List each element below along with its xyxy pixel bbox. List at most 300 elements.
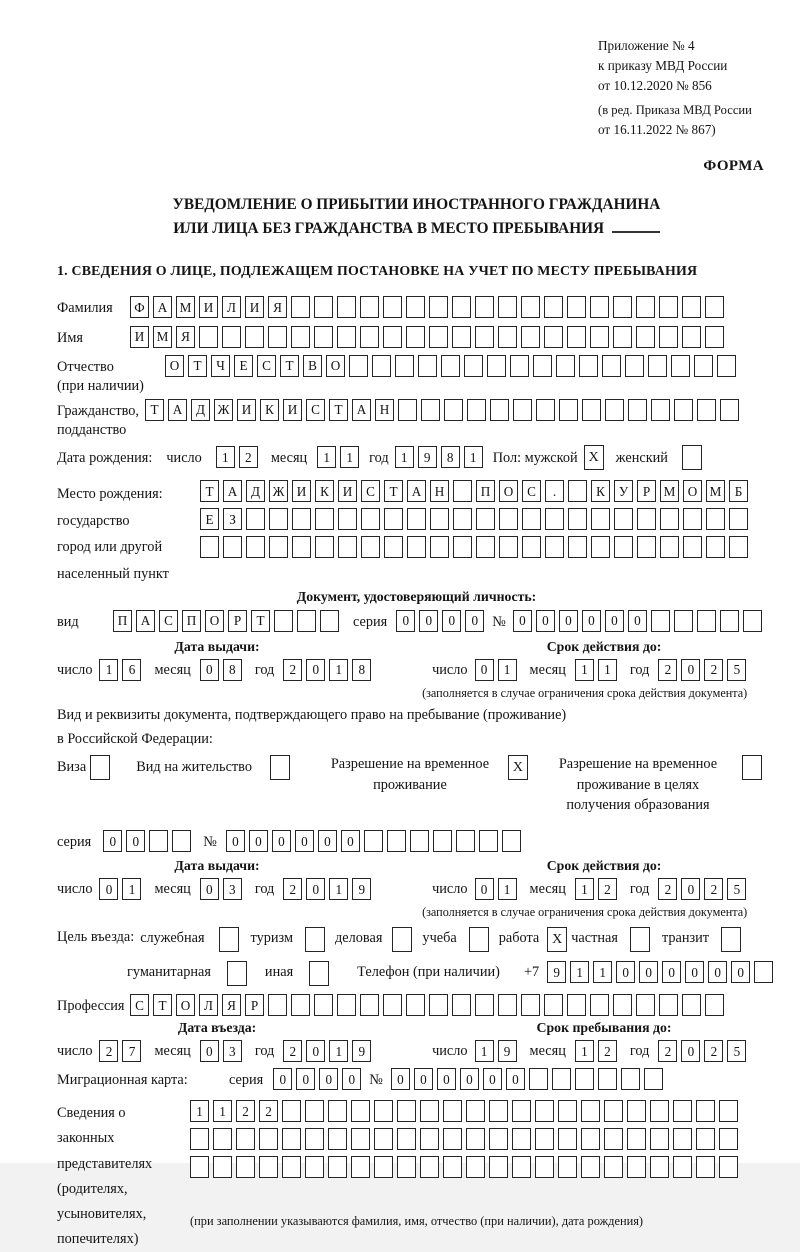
char-box[interactable] — [706, 508, 725, 530]
char-box[interactable] — [660, 536, 679, 558]
char-box[interactable] — [512, 1100, 531, 1122]
char-box[interactable]: 0 — [396, 610, 415, 632]
char-box[interactable] — [650, 1100, 669, 1122]
char-box[interactable]: 3 — [223, 878, 242, 900]
char-box[interactable] — [320, 610, 339, 632]
purpose-business-checkbox[interactable] — [392, 927, 412, 952]
char-box[interactable] — [568, 536, 587, 558]
char-box[interactable]: Т — [384, 480, 403, 502]
char-box[interactable]: И — [283, 399, 302, 421]
char-box[interactable] — [282, 1128, 301, 1150]
char-box[interactable] — [314, 994, 333, 1016]
char-box[interactable]: 0 — [685, 961, 704, 983]
char-box[interactable] — [315, 508, 334, 530]
char-box[interactable]: 1 — [216, 446, 235, 468]
char-box[interactable]: 9 — [547, 961, 566, 983]
char-box[interactable]: К — [591, 480, 610, 502]
char-box[interactable]: 3 — [223, 1040, 242, 1062]
char-box[interactable] — [268, 326, 287, 348]
char-box[interactable]: Т — [153, 994, 172, 1016]
char-box[interactable] — [637, 508, 656, 530]
char-box[interactable] — [694, 355, 713, 377]
char-box[interactable]: 2 — [283, 1040, 302, 1062]
char-box[interactable]: 1 — [213, 1100, 232, 1122]
char-box[interactable] — [430, 508, 449, 530]
char-box[interactable]: 0 — [731, 961, 750, 983]
char-box[interactable] — [337, 994, 356, 1016]
char-box[interactable] — [383, 296, 402, 318]
char-box[interactable] — [659, 326, 678, 348]
char-box[interactable] — [743, 610, 762, 632]
char-box[interactable] — [384, 536, 403, 558]
char-box[interactable]: М — [176, 296, 195, 318]
char-box[interactable] — [544, 326, 563, 348]
char-box[interactable]: 1 — [99, 659, 118, 681]
char-box[interactable] — [305, 1156, 324, 1178]
char-box[interactable] — [605, 399, 624, 421]
purpose-transit-checkbox[interactable] — [721, 927, 741, 952]
char-box[interactable] — [466, 1128, 485, 1150]
char-box[interactable] — [452, 326, 471, 348]
char-box[interactable]: 0 — [391, 1068, 410, 1090]
char-box[interactable] — [627, 1100, 646, 1122]
char-box[interactable] — [602, 355, 621, 377]
char-box[interactable] — [627, 1156, 646, 1178]
char-box[interactable]: 2 — [658, 1040, 677, 1062]
char-box[interactable]: С — [522, 480, 541, 502]
char-box[interactable] — [305, 1100, 324, 1122]
char-box[interactable] — [433, 830, 452, 852]
char-box[interactable] — [591, 508, 610, 530]
char-box[interactable]: М — [706, 480, 725, 502]
char-box[interactable]: 5 — [727, 1040, 746, 1062]
char-box[interactable]: 2 — [704, 659, 723, 681]
char-box[interactable]: Р — [228, 610, 247, 632]
char-box[interactable]: А — [168, 399, 187, 421]
char-box[interactable]: 0 — [272, 830, 291, 852]
char-box[interactable] — [522, 536, 541, 558]
char-box[interactable]: 2 — [704, 1040, 723, 1062]
char-box[interactable]: О — [326, 355, 345, 377]
char-box[interactable] — [268, 994, 287, 1016]
char-box[interactable] — [568, 480, 587, 502]
char-box[interactable]: И — [292, 480, 311, 502]
char-box[interactable]: 2 — [283, 878, 302, 900]
char-box[interactable] — [581, 1128, 600, 1150]
char-box[interactable] — [628, 399, 647, 421]
char-box[interactable] — [383, 994, 402, 1016]
char-box[interactable] — [581, 1156, 600, 1178]
visa-checkbox[interactable] — [90, 755, 110, 780]
char-box[interactable] — [512, 1156, 531, 1178]
char-box[interactable]: 9 — [418, 446, 437, 468]
char-box[interactable] — [245, 326, 264, 348]
char-box[interactable] — [420, 1100, 439, 1122]
char-box[interactable] — [172, 830, 191, 852]
char-box[interactable] — [636, 994, 655, 1016]
char-box[interactable]: Т — [145, 399, 164, 421]
char-box[interactable] — [384, 508, 403, 530]
char-box[interactable]: Е — [200, 508, 219, 530]
char-box[interactable]: 0 — [437, 1068, 456, 1090]
char-box[interactable] — [337, 326, 356, 348]
char-box[interactable] — [149, 830, 168, 852]
purpose-private-checkbox[interactable] — [630, 927, 650, 952]
char-box[interactable]: 0 — [200, 659, 219, 681]
char-box[interactable] — [364, 830, 383, 852]
char-box[interactable] — [621, 1068, 640, 1090]
char-box[interactable] — [522, 508, 541, 530]
char-box[interactable] — [512, 1128, 531, 1150]
char-box[interactable] — [372, 355, 391, 377]
char-box[interactable] — [398, 399, 417, 421]
char-box[interactable] — [545, 508, 564, 530]
char-box[interactable]: 2 — [598, 878, 617, 900]
char-box[interactable] — [351, 1100, 370, 1122]
char-box[interactable]: 5 — [727, 878, 746, 900]
char-box[interactable] — [453, 508, 472, 530]
char-box[interactable]: 2 — [236, 1100, 255, 1122]
char-box[interactable] — [360, 326, 379, 348]
char-box[interactable]: 0 — [306, 1040, 325, 1062]
char-box[interactable] — [529, 1068, 548, 1090]
char-box[interactable]: 0 — [616, 961, 635, 983]
char-box[interactable] — [552, 1068, 571, 1090]
char-box[interactable] — [328, 1128, 347, 1150]
char-box[interactable] — [475, 296, 494, 318]
char-box[interactable] — [269, 536, 288, 558]
char-box[interactable]: А — [153, 296, 172, 318]
char-box[interactable] — [536, 399, 555, 421]
char-box[interactable] — [259, 1128, 278, 1150]
char-box[interactable]: Д — [246, 480, 265, 502]
char-box[interactable] — [360, 994, 379, 1016]
char-box[interactable] — [456, 830, 475, 852]
char-box[interactable] — [236, 1128, 255, 1150]
char-box[interactable]: 0 — [681, 659, 700, 681]
char-box[interactable] — [429, 994, 448, 1016]
char-box[interactable] — [498, 296, 517, 318]
char-box[interactable]: С — [257, 355, 276, 377]
char-box[interactable] — [190, 1128, 209, 1150]
char-box[interactable]: 0 — [475, 878, 494, 900]
char-box[interactable]: 0 — [442, 610, 461, 632]
char-box[interactable]: 0 — [513, 610, 532, 632]
char-box[interactable] — [479, 830, 498, 852]
char-box[interactable] — [213, 1128, 232, 1150]
char-box[interactable]: 2 — [658, 659, 677, 681]
char-box[interactable]: С — [159, 610, 178, 632]
char-box[interactable] — [443, 1156, 462, 1178]
char-box[interactable] — [397, 1128, 416, 1150]
char-box[interactable] — [315, 536, 334, 558]
char-box[interactable] — [429, 326, 448, 348]
char-box[interactable] — [535, 1128, 554, 1150]
char-box[interactable] — [291, 994, 310, 1016]
char-box[interactable]: 6 — [122, 659, 141, 681]
char-box[interactable]: 1 — [190, 1100, 209, 1122]
char-box[interactable] — [199, 326, 218, 348]
char-box[interactable] — [673, 1156, 692, 1178]
char-box[interactable] — [387, 830, 406, 852]
char-box[interactable] — [705, 326, 724, 348]
char-box[interactable]: 1 — [498, 878, 517, 900]
char-box[interactable]: С — [306, 399, 325, 421]
char-box[interactable] — [374, 1156, 393, 1178]
char-box[interactable] — [498, 994, 517, 1016]
char-box[interactable] — [421, 399, 440, 421]
char-box[interactable]: Т — [251, 610, 270, 632]
char-box[interactable]: 0 — [306, 878, 325, 900]
char-box[interactable]: 0 — [681, 1040, 700, 1062]
char-box[interactable] — [650, 1128, 669, 1150]
char-box[interactable] — [671, 355, 690, 377]
char-box[interactable] — [430, 536, 449, 558]
char-box[interactable]: А — [407, 480, 426, 502]
char-box[interactable] — [476, 536, 495, 558]
char-box[interactable] — [650, 1156, 669, 1178]
char-box[interactable] — [674, 399, 693, 421]
char-box[interactable]: 1 — [329, 1040, 348, 1062]
char-box[interactable]: 1 — [598, 659, 617, 681]
char-box[interactable] — [475, 326, 494, 348]
char-box[interactable] — [351, 1156, 370, 1178]
char-box[interactable] — [558, 1100, 577, 1122]
char-box[interactable] — [604, 1100, 623, 1122]
char-box[interactable] — [420, 1128, 439, 1150]
char-box[interactable] — [705, 296, 724, 318]
char-box[interactable]: 5 — [727, 659, 746, 681]
char-box[interactable]: 0 — [318, 830, 337, 852]
char-box[interactable] — [719, 1100, 738, 1122]
char-box[interactable] — [466, 1156, 485, 1178]
char-box[interactable] — [579, 355, 598, 377]
char-box[interactable] — [291, 296, 310, 318]
char-box[interactable] — [598, 1068, 617, 1090]
char-box[interactable]: З — [223, 508, 242, 530]
char-box[interactable]: 0 — [559, 610, 578, 632]
char-box[interactable] — [510, 355, 529, 377]
char-box[interactable] — [337, 296, 356, 318]
sex-male-checkbox[interactable]: X — [584, 445, 604, 470]
char-box[interactable] — [259, 1156, 278, 1178]
residence-permit-checkbox[interactable] — [270, 755, 290, 780]
char-box[interactable]: 0 — [273, 1068, 292, 1090]
char-box[interactable] — [397, 1100, 416, 1122]
char-box[interactable] — [466, 1100, 485, 1122]
char-box[interactable]: 2 — [259, 1100, 278, 1122]
char-box[interactable] — [521, 296, 540, 318]
char-box[interactable] — [499, 508, 518, 530]
char-box[interactable] — [556, 355, 575, 377]
char-box[interactable]: 1 — [498, 659, 517, 681]
char-box[interactable]: И — [237, 399, 256, 421]
char-box[interactable] — [420, 1156, 439, 1178]
char-box[interactable] — [200, 536, 219, 558]
char-box[interactable]: И — [130, 326, 149, 348]
char-box[interactable] — [567, 326, 586, 348]
char-box[interactable]: 1 — [575, 659, 594, 681]
char-box[interactable] — [489, 1100, 508, 1122]
char-box[interactable] — [475, 994, 494, 1016]
char-box[interactable]: 0 — [306, 659, 325, 681]
char-box[interactable] — [682, 296, 701, 318]
char-box[interactable] — [682, 994, 701, 1016]
char-box[interactable]: 0 — [296, 1068, 315, 1090]
char-box[interactable] — [590, 326, 609, 348]
purpose-other-checkbox[interactable] — [309, 961, 329, 986]
char-box[interactable] — [717, 355, 736, 377]
char-box[interactable]: 0 — [460, 1068, 479, 1090]
char-box[interactable]: К — [260, 399, 279, 421]
char-box[interactable] — [521, 994, 540, 1016]
char-box[interactable] — [568, 508, 587, 530]
char-box[interactable] — [644, 1068, 663, 1090]
char-box[interactable] — [651, 399, 670, 421]
char-box[interactable] — [659, 994, 678, 1016]
char-box[interactable] — [544, 296, 563, 318]
char-box[interactable]: С — [361, 480, 380, 502]
char-box[interactable] — [490, 399, 509, 421]
char-box[interactable] — [697, 610, 716, 632]
char-box[interactable] — [305, 1128, 324, 1150]
char-box[interactable]: Л — [222, 296, 241, 318]
char-box[interactable] — [625, 355, 644, 377]
char-box[interactable] — [361, 536, 380, 558]
char-box[interactable] — [297, 610, 316, 632]
char-box[interactable] — [452, 296, 471, 318]
char-box[interactable] — [349, 355, 368, 377]
char-box[interactable] — [575, 1068, 594, 1090]
purpose-official-checkbox[interactable] — [219, 927, 239, 952]
char-box[interactable]: Ж — [214, 399, 233, 421]
char-box[interactable] — [720, 610, 739, 632]
char-box[interactable]: О — [683, 480, 702, 502]
char-box[interactable]: М — [153, 326, 172, 348]
char-box[interactable] — [719, 1156, 738, 1178]
char-box[interactable] — [545, 536, 564, 558]
char-box[interactable]: В — [303, 355, 322, 377]
char-box[interactable] — [614, 536, 633, 558]
char-box[interactable] — [636, 296, 655, 318]
char-box[interactable] — [383, 326, 402, 348]
char-box[interactable]: 1 — [464, 446, 483, 468]
char-box[interactable] — [374, 1100, 393, 1122]
char-box[interactable] — [190, 1156, 209, 1178]
char-box[interactable] — [489, 1128, 508, 1150]
char-box[interactable]: 0 — [414, 1068, 433, 1090]
char-box[interactable] — [464, 355, 483, 377]
char-box[interactable]: П — [476, 480, 495, 502]
char-box[interactable] — [476, 508, 495, 530]
char-box[interactable] — [581, 1100, 600, 1122]
char-box[interactable]: 0 — [341, 830, 360, 852]
char-box[interactable]: 0 — [465, 610, 484, 632]
char-box[interactable]: У — [614, 480, 633, 502]
char-box[interactable]: 2 — [704, 878, 723, 900]
char-box[interactable] — [604, 1156, 623, 1178]
char-box[interactable]: 2 — [239, 446, 258, 468]
char-box[interactable] — [535, 1156, 554, 1178]
char-box[interactable] — [590, 994, 609, 1016]
char-box[interactable]: 0 — [605, 610, 624, 632]
char-box[interactable]: П — [182, 610, 201, 632]
char-box[interactable]: 2 — [598, 1040, 617, 1062]
char-box[interactable]: 0 — [662, 961, 681, 983]
char-box[interactable] — [246, 508, 265, 530]
char-box[interactable] — [314, 326, 333, 348]
char-box[interactable] — [674, 610, 693, 632]
char-box[interactable]: А — [352, 399, 371, 421]
char-box[interactable]: С — [130, 994, 149, 1016]
char-box[interactable] — [604, 1128, 623, 1150]
char-box[interactable] — [614, 508, 633, 530]
char-box[interactable]: 0 — [342, 1068, 361, 1090]
char-box[interactable] — [406, 296, 425, 318]
char-box[interactable]: 8 — [352, 659, 371, 681]
char-box[interactable]: 1 — [593, 961, 612, 983]
char-box[interactable] — [590, 296, 609, 318]
char-box[interactable] — [613, 296, 632, 318]
char-box[interactable]: 1 — [340, 446, 359, 468]
char-box[interactable]: 0 — [536, 610, 555, 632]
char-box[interactable] — [338, 508, 357, 530]
char-box[interactable] — [696, 1156, 715, 1178]
char-box[interactable]: П — [113, 610, 132, 632]
char-box[interactable] — [637, 536, 656, 558]
char-box[interactable]: 1 — [317, 446, 336, 468]
char-box[interactable]: О — [176, 994, 195, 1016]
char-box[interactable]: 1 — [575, 1040, 594, 1062]
char-box[interactable] — [521, 326, 540, 348]
char-box[interactable] — [487, 355, 506, 377]
char-box[interactable] — [282, 1100, 301, 1122]
char-box[interactable] — [360, 296, 379, 318]
char-box[interactable] — [429, 296, 448, 318]
char-box[interactable] — [613, 994, 632, 1016]
char-box[interactable]: 1 — [395, 446, 414, 468]
char-box[interactable] — [683, 508, 702, 530]
char-box[interactable]: 0 — [506, 1068, 525, 1090]
char-box[interactable] — [499, 536, 518, 558]
char-box[interactable] — [314, 296, 333, 318]
char-box[interactable] — [292, 508, 311, 530]
char-box[interactable]: Р — [637, 480, 656, 502]
char-box[interactable] — [660, 508, 679, 530]
char-box[interactable]: Ж — [269, 480, 288, 502]
char-box[interactable] — [274, 610, 293, 632]
char-box[interactable] — [395, 355, 414, 377]
char-box[interactable]: 1 — [122, 878, 141, 900]
char-box[interactable] — [453, 536, 472, 558]
char-box[interactable] — [236, 1156, 255, 1178]
char-box[interactable]: 0 — [249, 830, 268, 852]
char-box[interactable] — [706, 536, 725, 558]
char-box[interactable]: И — [199, 296, 218, 318]
char-box[interactable] — [498, 326, 517, 348]
char-box[interactable] — [418, 355, 437, 377]
temp-residence-education-checkbox[interactable] — [742, 755, 762, 780]
char-box[interactable] — [397, 1156, 416, 1178]
char-box[interactable] — [444, 399, 463, 421]
char-box[interactable] — [338, 536, 357, 558]
char-box[interactable]: Я — [222, 994, 241, 1016]
char-box[interactable]: Ф — [130, 296, 149, 318]
char-box[interactable]: 0 — [681, 878, 700, 900]
char-box[interactable]: 1 — [475, 1040, 494, 1062]
char-box[interactable] — [705, 994, 724, 1016]
char-box[interactable]: А — [223, 480, 242, 502]
